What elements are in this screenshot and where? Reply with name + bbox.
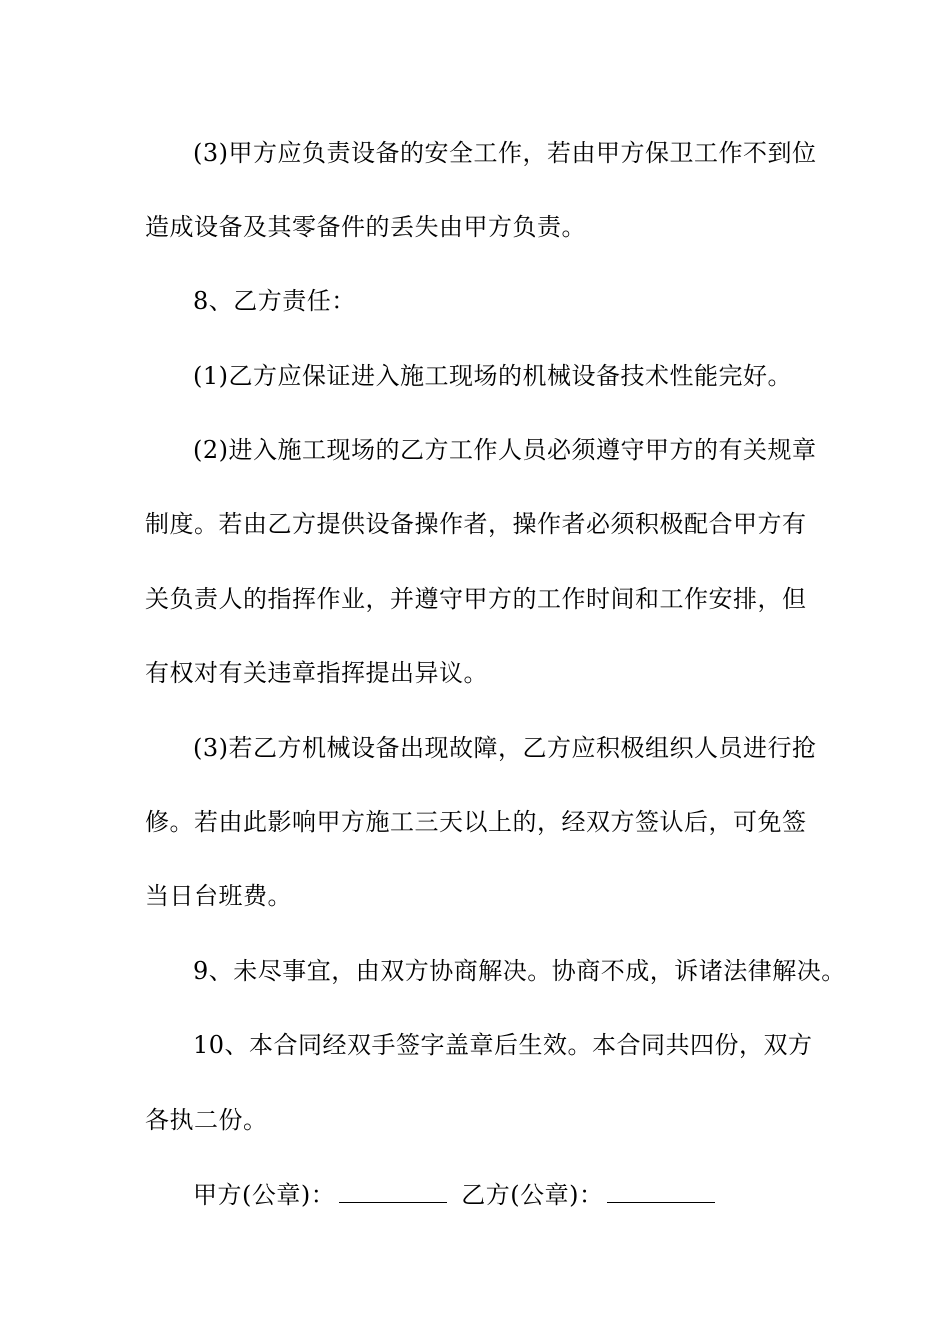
paragraph-line: 有权对有关违章指挥提出异议。 xyxy=(145,659,488,687)
paragraph-line: (3)甲方应负责设备的安全工作，若由甲方保卫工作不到位 xyxy=(193,139,817,167)
section-heading: 9、未尽事宜，由双方协商解决。协商不成，诉诸法律解决。 xyxy=(193,957,846,985)
paragraph-line: 造成设备及其零备件的丢失由甲方负责。 xyxy=(145,213,586,241)
party-a-signature-blank[interactable] xyxy=(339,1180,447,1203)
paragraph-line: 修。若由此影响甲方施工三天以上的，经双方签认后，可免签 xyxy=(145,808,807,836)
section-heading: 8、乙方责任： xyxy=(193,287,356,315)
signature-row xyxy=(193,1180,873,1210)
paragraph-line: (3)若乙方机械设备出现故障，乙方应积极组织人员进行抢 xyxy=(193,734,817,762)
party-b-signature-blank[interactable] xyxy=(607,1180,715,1203)
paragraph-line: 当日台班费。 xyxy=(145,882,292,910)
paragraph-line: (2)进入施工现场的乙方工作人员必须遵守甲方的有关规章 xyxy=(193,436,817,464)
paragraph-line: 各执二份。 xyxy=(145,1106,268,1134)
paragraph-line: 关负责人的指挥作业，并遵守甲方的工作时间和工作安排，但 xyxy=(145,585,807,613)
section-heading: 10、本合同经双手签字盖章后生效。本合同共四份，双方 xyxy=(193,1031,813,1059)
paragraph-line: 制度。若由乙方提供设备操作者，操作者必须积极配合甲方有 xyxy=(145,510,807,538)
party-a-label: 甲方(公章)： xyxy=(193,1181,336,1209)
party-b-label: 乙方(公章)： xyxy=(461,1181,604,1209)
paragraph-line: (1)乙方应保证进入施工现场的机械设备技术性能完好。 xyxy=(193,362,792,390)
